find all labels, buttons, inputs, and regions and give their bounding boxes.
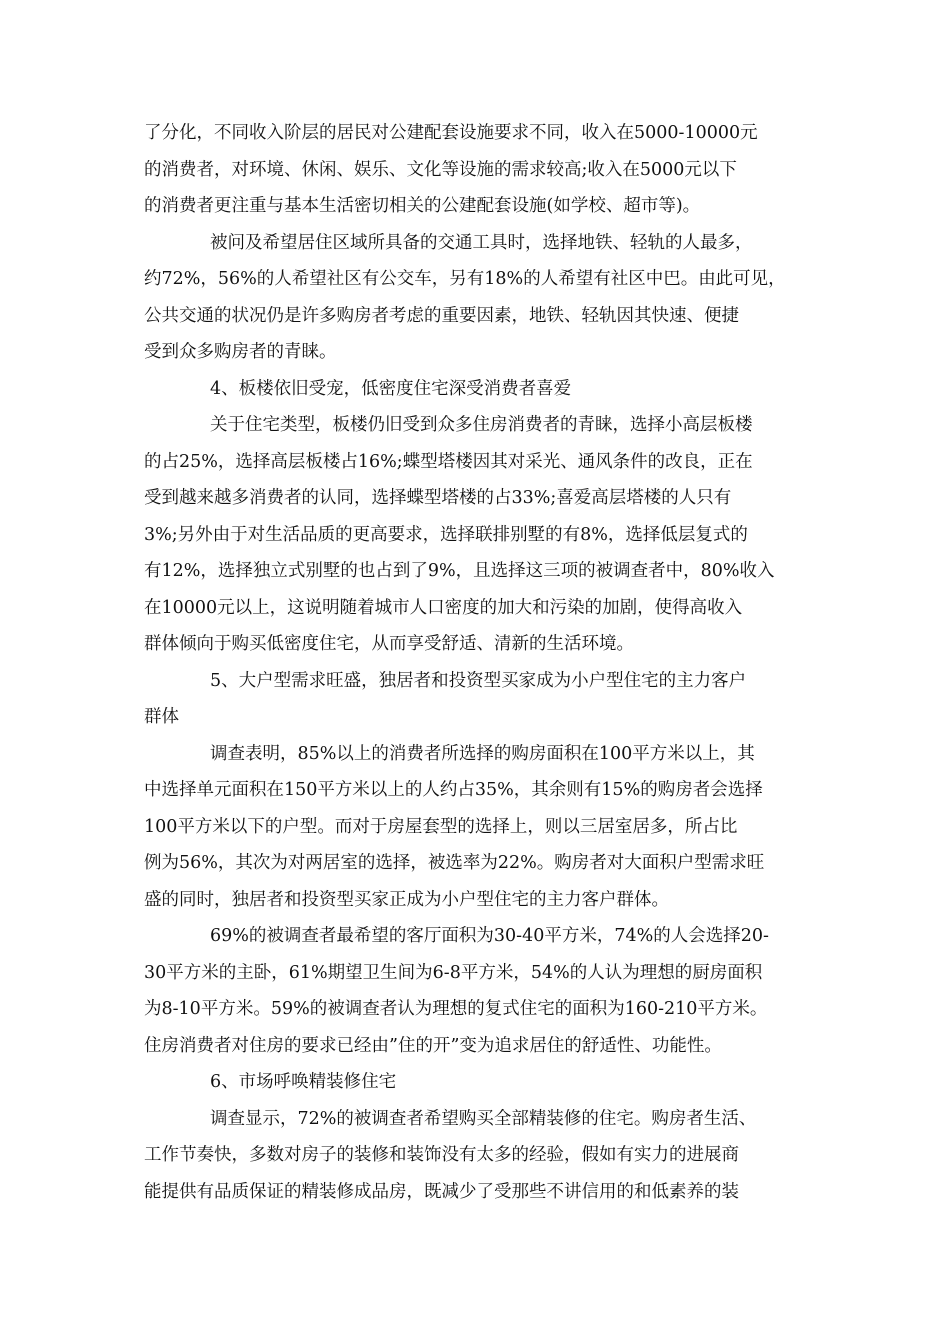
text-line: 住房消费者对住房的要求已经由”住的开”变为追求居住的舒适性、功能性。 (144, 1035, 722, 1056)
text-line: 调查表明，85%以上的消费者所选择的购房面积在100平方米以上，其 (210, 743, 755, 764)
body-paragraph (144, 115, 804, 225)
body-paragraph (144, 736, 804, 919)
text-line: 被问及希望居住区域所具备的交通工具时，选择地铁、轻轨的人最多， (210, 232, 753, 253)
body-paragraph (144, 225, 804, 371)
text-line: 了分化，不同收入阶层的居民对公建配套设施要求不同，收入在5000-10000元 (144, 123, 758, 143)
text-line: 关于住宅类型，板楼仍旧受到众多住房消费者的青睐，选择小高层板楼 (210, 415, 753, 435)
text-line: 工作节奏快，多数对房子的装修和装饰没有太多的经验，假如有实力的进展商 (144, 1145, 739, 1165)
text-line: 调查显示，72%的被调查者希望购买全部精装修的住宅。购房者生活、 (210, 1108, 757, 1129)
text-line: 的占25%，选择高层板楼占16%;蝶型塔楼因其对采光、通风条件的改良，正在 (144, 451, 753, 472)
text-line: 中选择单元面积在150平方米以上的人约占35%，其余则有15%的购房者会选择 (144, 780, 763, 800)
text-line: 群体 (144, 707, 179, 727)
text-line: 受到众多购房者的青睐。 (144, 342, 337, 362)
section-heading (144, 663, 804, 736)
text-line: 69%的被调查者最希望的客厅面积为30-40平方米，74%的人会选择20- (210, 926, 769, 946)
text-line: 群体倾向于购买低密度住宅，从而享受舒适、清新的生活环境。 (144, 634, 634, 654)
text-line: 有12%，选择独立式别墅的也占到了9%，且选择这三项的被调查者中，80%收入 (144, 561, 775, 581)
document-page (144, 115, 804, 1210)
text-line: 30平方米的主卧，61%期望卫生间为6-8平方米，54%的人认为理想的厨房面积 (144, 962, 763, 983)
section-heading (144, 1064, 804, 1101)
text-line: 3%;另外由于对生活品质的更高要求，选择联排别墅的有8%，选择低层复式的 (144, 524, 748, 545)
body-paragraph (144, 407, 804, 663)
text-line: 的消费者更注重与基本生活密切相关的公建配套设施(如学校、超市等)。 (144, 196, 701, 216)
body-paragraph (144, 1101, 804, 1211)
text-line: 4、板楼依旧受宠，低密度住宅深受消费者喜爱 (210, 378, 572, 399)
text-line: 约72%，56%的人希望社区有公交车，另有18%的人希望有社区中巴。由此可见， (144, 269, 786, 289)
text-line: 6、市场呼唤精装修住宅 (210, 1072, 397, 1092)
text-line: 为8-10平方米。59%的被调查者认为理想的复式住宅的面积为160-210平方米。 (144, 999, 768, 1019)
text-line: 能提供有品质保证的精装修成品房，既减少了受那些不讲信用的和低素养的装 (144, 1181, 739, 1202)
text-line: 例为56%，其次为对两居室的选择，被选率为22%。购房者对大面积户型需求旺 (144, 853, 765, 873)
text-line: 的消费者，对环境、休闲、娱乐、文化等设施的需求较高;收入在5000元以下 (144, 159, 737, 180)
text-line: 盛的同时，独居者和投资型买家正成为小户型住宅的主力客户群体。 (144, 889, 669, 910)
body-paragraph (144, 918, 804, 1064)
text-line: 公共交通的状况仍是许多购房者考虑的重要因素，地铁、轻轨因其快速、便捷 (144, 305, 739, 326)
text-line: 受到越来越多消费者的认同，选择蝶型塔楼的占33%;喜爱高层塔楼的人只有 (144, 488, 732, 508)
section-heading (144, 371, 804, 408)
text-line: 在10000元以上，这说明随着城市人口密度的加大和污染的加剧，使得高收入 (144, 597, 743, 618)
text-line: 100平方米以下的户型。而对于房屋套型的选择上，则以三居室居多，所占比 (144, 816, 738, 837)
text-line: 5、大户型需求旺盛，独居者和投资型买家成为小户型住宅的主力客户 (210, 670, 747, 691)
